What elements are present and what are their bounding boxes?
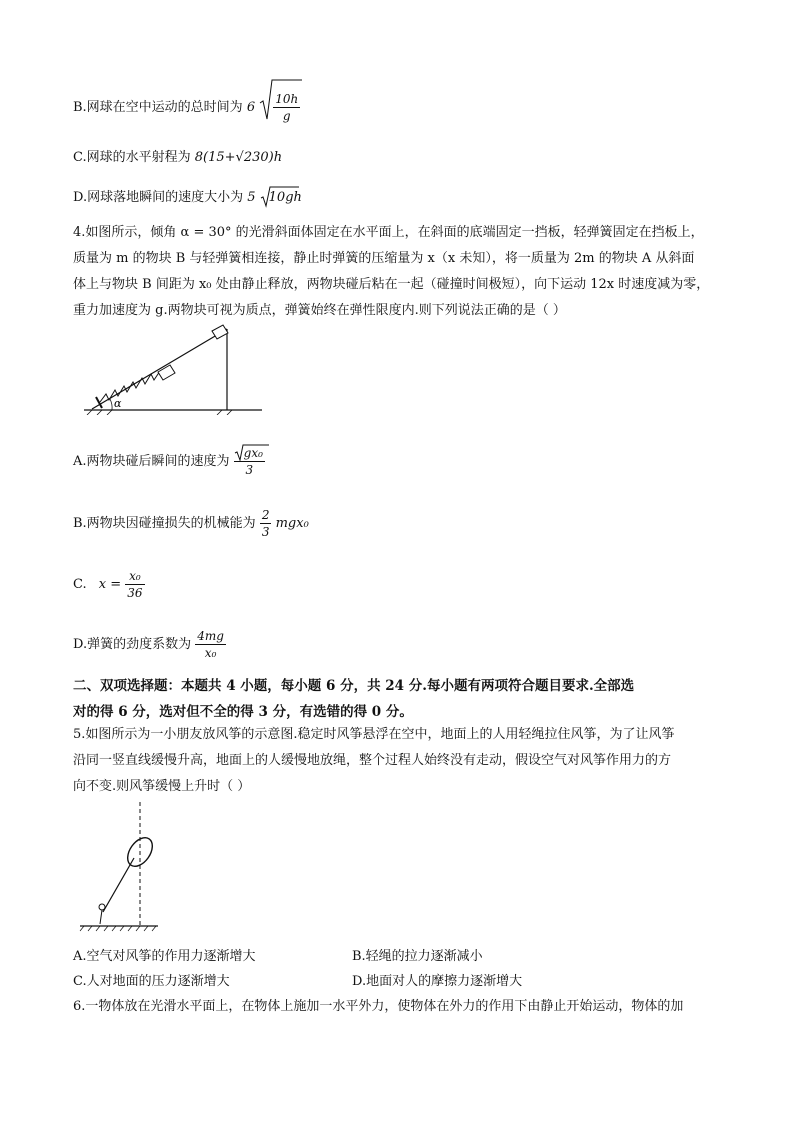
q5-stem [73, 722, 723, 800]
q3-option-c-text: C.网球的水平射程为 [73, 150, 191, 165]
q4-line-3: 体上与物块 B 间距为 x₀ 处由静止释放，两物块碰后粘在一起（碰撞时间极短），向下运动 12x 时速度减为零， [73, 277, 710, 292]
radical-sign-icon [234, 444, 270, 462]
q5-option-b: B.轻绳的拉力逐渐减小 [352, 949, 483, 964]
q4-option-d-num: 4mg [197, 629, 224, 643]
q4-stem [73, 220, 723, 324]
q3-option-b-coef: 6 [246, 100, 256, 115]
section2-line-1: 二、双项选择题：本题共 4 小题，每小题 6 分，共 24 分.每小题有两项符合题目要求.全部选 [73, 678, 635, 694]
q3-option-d-coef: 5 [247, 190, 256, 205]
q4-line-2: 质量为 m 的物块 B 与轻弹簧相连接，静止时弹簧的压缩量为 x（x 未知），将一质量为 2m 的物块 A 从斜面 [73, 251, 695, 266]
q4-option-c-den: 36 [127, 586, 143, 600]
q3-option-b-sqrt [259, 91, 300, 124]
q4-option-a-num: gx₀ [243, 446, 263, 460]
q3-option-d-sqrt [260, 188, 302, 208]
q5-options [73, 945, 723, 995]
q4-option-a-num-wrap [234, 445, 265, 462]
radical-sign-icon [260, 186, 300, 208]
q5-line-1: 5.如图所示为一小朋友放风筝的示意图.稳定时风筝悬浮在空中，地面上的人用轻绳拉住风筝，为了让风筝 [73, 727, 675, 742]
q4-option-a-text: A.两物块碰后瞬间的速度为 [73, 454, 230, 469]
q3-option-b-den: g [282, 109, 291, 123]
q5-line-3: 向不变.则风筝缓慢上升时（ ） [73, 779, 251, 794]
q6-line-1: 6.一物体放在光滑水平面上，在物体上施加一水平外力，使物体在外力的作用下由静止开始运动，物体的加 [73, 999, 684, 1014]
q3-option-d-text: D.网球落地瞬间的速度大小为 [73, 190, 244, 205]
q4-option-d-den: x₀ [204, 646, 217, 660]
q3-option-d-radicand: 10gh [268, 190, 302, 205]
q3-option-b-text: B.网球在空中运动的总时间为 [73, 100, 243, 115]
section2-line-2: 对的得 6 分，选对但不全的得 3 分，有选错的得 0 分。 [73, 704, 413, 720]
q4-option-c-frac [125, 568, 144, 601]
q4-option-b [73, 507, 309, 540]
q4-line-1: 4.如图所示，倾角 α = 30° 的光滑斜面体固定在水平面上，在斜面的底端固定一挡板，轻弹簧固定在挡板上， [73, 225, 704, 240]
q5-option-a: A.空气对风筝的作用力逐渐增大 [73, 949, 256, 964]
q4-angle-label: α [114, 397, 122, 410]
q4-option-a [73, 445, 265, 478]
radical-sign-icon [259, 79, 303, 121]
q4-option-d-frac [195, 628, 226, 661]
q4-option-d-text: D.弹簧的劲度系数为 [73, 637, 192, 652]
q4-option-a-den: 3 [245, 463, 254, 477]
q4-option-c-text: C. [73, 577, 87, 592]
q4-option-b-frac [260, 507, 272, 540]
q4-option-c-lhs: x = [98, 577, 122, 592]
section2-heading [73, 673, 723, 725]
q3-option-c-expr: 8(15+√230)h [194, 150, 283, 165]
q4-option-b-num: 2 [261, 508, 270, 522]
q3-option-b [73, 91, 300, 124]
q4-option-c-num: x₀ [125, 568, 144, 585]
q4-option-d [73, 628, 226, 661]
q3-option-c [73, 148, 282, 168]
q5-line-2: 沿同一竖直线缓慢升高，地面上的人缓慢地放绳，整个过程人始终没有走动，假设空气对风筝作用力的方 [73, 753, 672, 768]
q4-line-4: 重力加速度为 g.两物块可视为质点，弹簧始终在弹性限度内.则下列说法正确的是（ ） [73, 303, 566, 318]
q3-option-d [73, 188, 302, 208]
q4-option-b-text: B.两物块因碰撞损失的机械能为 [73, 516, 256, 531]
q3-option-b-num: 10h [275, 92, 299, 106]
q5-option-d: D.地面对人的摩擦力逐渐增大 [352, 974, 523, 989]
q4-option-c [73, 568, 145, 601]
q5-kite-figure [78, 800, 188, 940]
q5-option-c: C.人对地面的压力逐渐增大 [73, 974, 230, 989]
q4-option-b-tail: mgx₀ [275, 516, 309, 531]
q4-incline-figure [82, 320, 282, 415]
q4-option-b-den: 3 [261, 525, 270, 539]
q4-option-a-frac [234, 445, 265, 478]
